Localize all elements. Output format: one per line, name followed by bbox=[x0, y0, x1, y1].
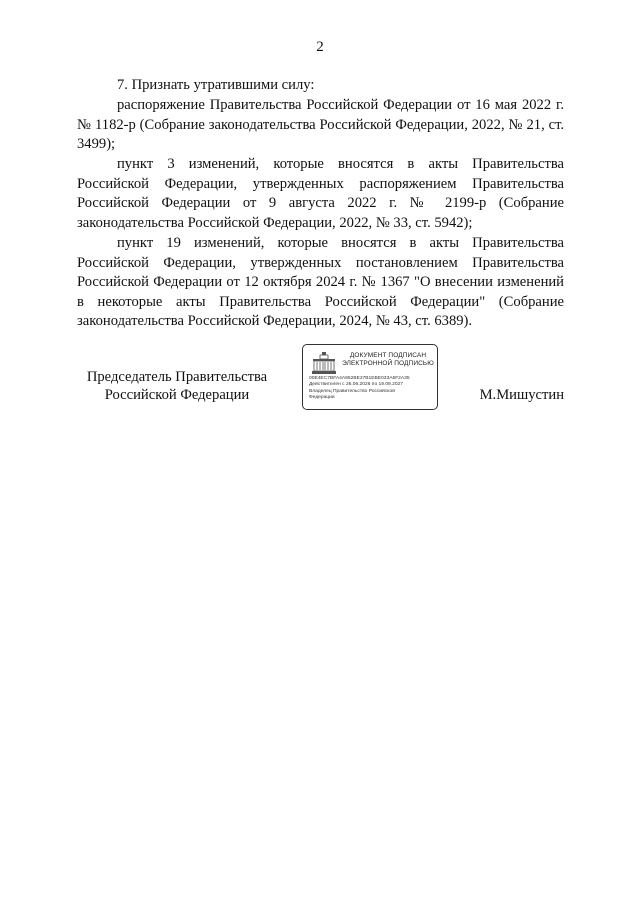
signer-title-line2: Российской Федерации bbox=[104, 387, 250, 403]
paragraph-repeal-1182: распоряжение Правительства Российской Федерации от 16 мая 2022 г. № 1182-р (Собрание законодательства Российской Федерации, 2022, № 21, ст. 3499); bbox=[77, 96, 564, 153]
signer-title-line1: Председатель Правительства bbox=[86, 369, 268, 385]
state-emblem-building-icon bbox=[312, 352, 336, 374]
stamp-certificate: 00E4EC7BFA4A952BE27B1EBE033A6F2A35 bbox=[309, 376, 410, 381]
paragraph-repeal-2199: пункт 3 изменений, которые вносятся в акты Правительства Российской Федерации, утвержденных распоряжением Правительства Российской Федерации от 9 августа 2022 г. № 2199-р (Собрание законодательства Российской Федерации, 2022, № 33, ст. 5942); bbox=[77, 156, 564, 231]
signature-block bbox=[77, 344, 564, 414]
stamp-owner-line2: Федерации bbox=[309, 395, 335, 401]
signer-title bbox=[77, 368, 277, 404]
stamp-details bbox=[309, 376, 435, 402]
paragraph-item-7: 7. Признать утратившими силу: bbox=[117, 77, 315, 93]
electronic-signature-stamp bbox=[302, 344, 438, 410]
stamp-owner-line1: Владелец Правительство Российской bbox=[309, 388, 395, 394]
signer-name: М.Мишустин bbox=[479, 387, 564, 403]
paragraph-repeal-1367: пункт 19 изменений, которые вносятся в акты Правительства Российской Федерации, утвержденных постановлением Правительства Российской Федерации от 12 октября 2024 г. № 1367 "О внесении изменений в некоторые акты Правительства Российской Федерации" (Собрание законодательства Российской Федерации, 2024, № 43, ст. 6389). bbox=[77, 234, 564, 330]
stamp-title-line2: ЭЛЕКТРОННОЙ ПОДПИСЬЮ bbox=[342, 360, 434, 367]
stamp-title-line1: ДОКУМЕНТ ПОДПИСАН bbox=[349, 352, 427, 359]
document-body bbox=[77, 76, 564, 332]
page-number: 2 bbox=[316, 39, 324, 55]
stamp-title bbox=[341, 352, 435, 368]
stamp-validity: Действителен с 26.06.2026 по 19.09.2027 bbox=[309, 382, 403, 388]
